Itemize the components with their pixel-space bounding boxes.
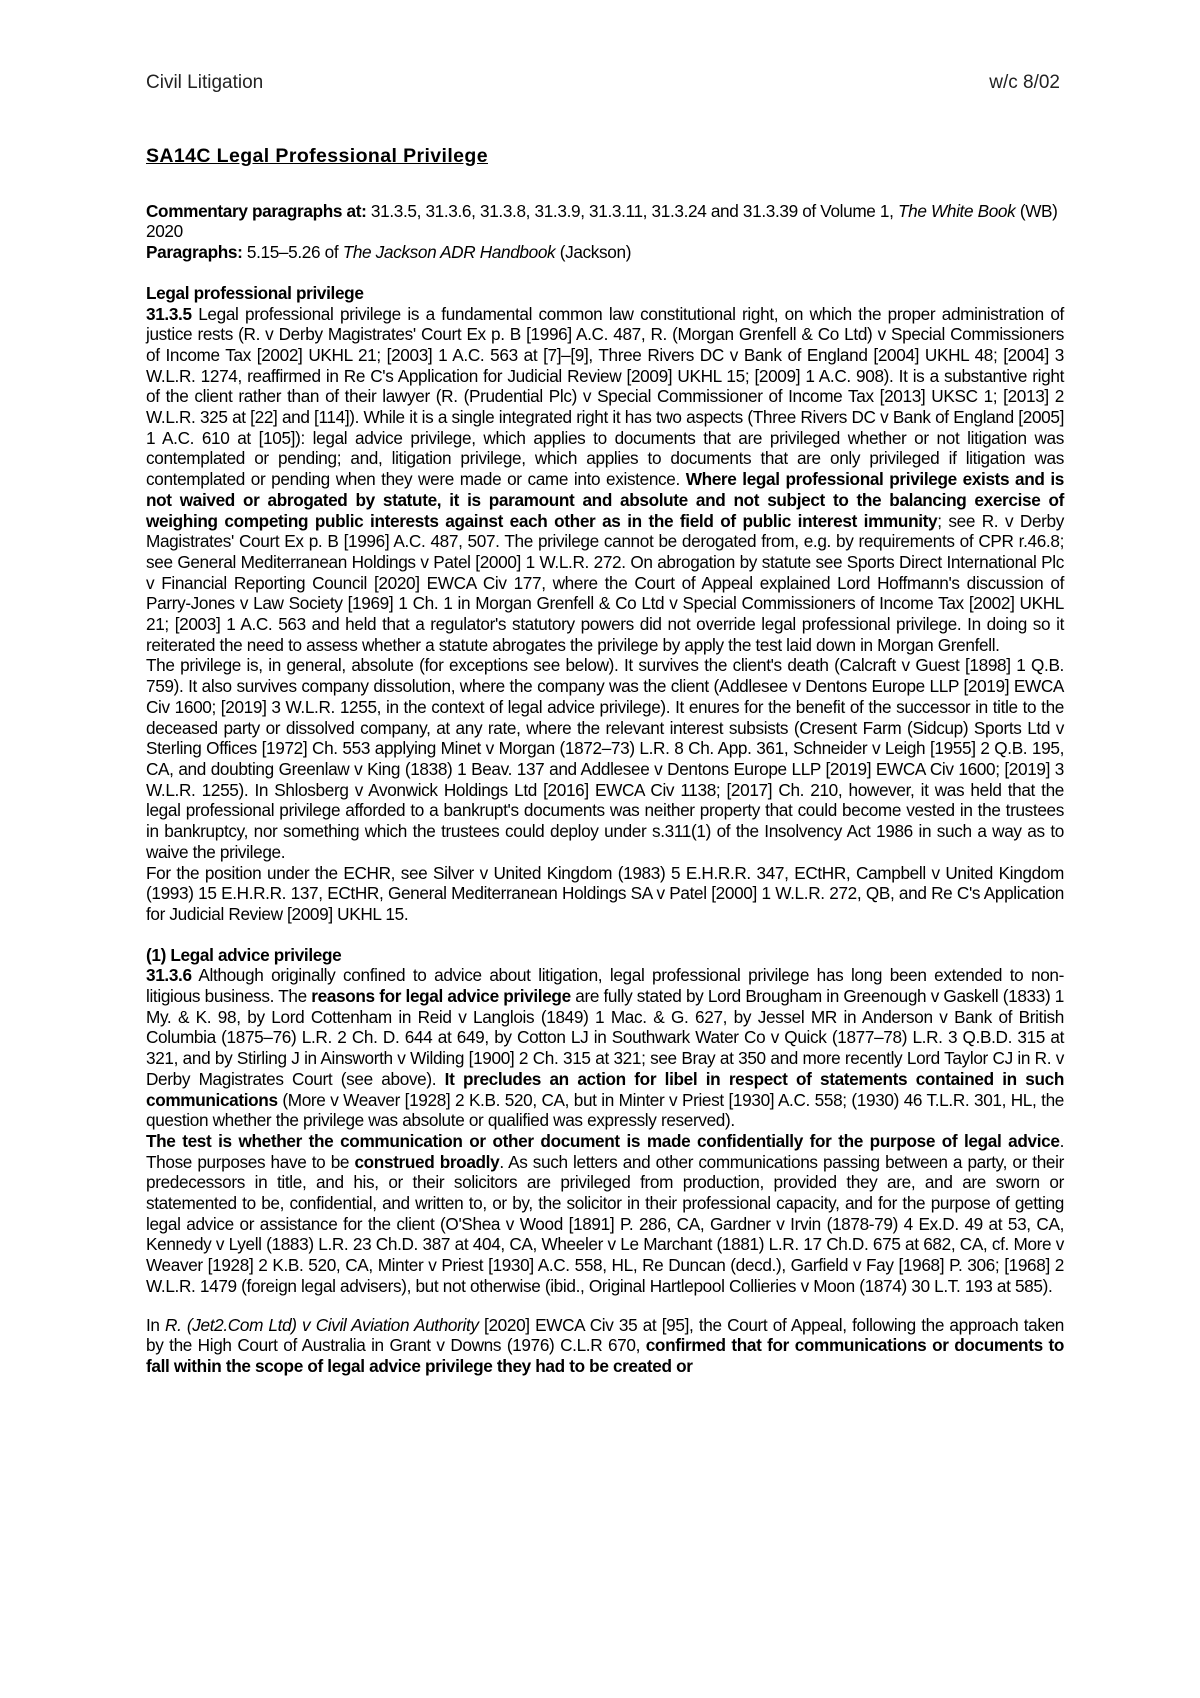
paragraph-test [146,1131,1064,1297]
paragraph-emphasis: confirmed that for communications or documents to fall within the scope of legal advice privilege they had to be created or [146,1335,1064,1376]
paragraph-privilege-absolute: The privilege is, in general, absolute (for exceptions see below). It survives the client's death (Calcraft v Guest [1898] 1 Q.B. 759). It also survives company dissolution, where the company was the client (Addlesee v Dentons Europe LLP [2019] EWCA Civ 1600; [2019] 3 W.L.R. 1255, in the context of legal advice privilege). It enures for the benefit of the successor in title to the deceased party or dissolved company, at any rate, where the relevant interest subsists (Cresent Farm (Sidcup) Sports Ltd v Sterling Offices [1972] Ch. 553 applying Minet v Morgan (1872–73) L.R. 8 Ch. App. 361, Schneider v Leigh [1955] 2 Q.B. 195, CA, and doubting Greenlaw v King (1838) 1 Beav. 137 and Addlesee v Dentons Europe LLP [2019] EWCA Civ 1600; [2019] 3 W.L.R. 1255). In Shlosberg v Avonwick Holdings Ltd [2016] EWCA Civ 1138; [2017] Ch. 210, however, it was held that the legal professional privilege afforded to a bankrupt's documents was neither property that could become vested in the trustees in bankruptcy, nor something which the trustees could deploy under s.311(1) of the Insolvency Act 1986 in such a way as to waive the privilege. [146,655,1064,862]
section-heading [146,283,1064,304]
paragraph-text: are fully stated by Lord Brougham in Greenough v Gaskell (1833) 1 My. & K. 98, by Lord Cottenham in Reid v Langlois (1849) 1 Mac. & G. 627, by Jessel MR in Anderson v Bank of British Columbia (1875–76) L.R. 2 Ch. D. 644 at 649, by Cotton LJ in Southwark Water Co v Quick (1877–78) L.R. 3 Q.B.D. 315 at 321, and by Stirling J in Ainsworth v Wilding [1900] 2 Ch. 315 at 321; see Bray at 350 and more recently Lord Taylor CJ in R. v Derby Magistrates Court (see above). [146,986,1064,1089]
page-header [146,72,1060,94]
paragraph-echr: For the position under the ECHR, see Silver v United Kingdom (1983) 5 E.H.R.R. 347, ECtHR, Campbell v United Kingdom (1993) 15 E.H.R.R. 137, ECtHR, General Mediterranean Holdings SA v Patel [2000] 1 W.L.R. 272, QB, and Re C's Application for Judicial Review [2009] UKHL 15. [146,862,1064,924]
paragraph-text: . As such letters and other communications passing between a party, or their predecessors in title, and his, or their solicitors are privileged from production, provided they are, and are sworn or statemented to be, confidential, and written to, or by, the solicitor in their professional capacity, and for the purpose of getting legal advice or assistance for the client (O'Shea v Wood [1891] P. 286, CA, Gardner v Irvin (1878-79) 4 Ex.D. 49 at 53, CA, Kennedy v Lyell (1883) L.R. 23 Ch.D. 387 at 404, CA, Wheeler v Le Marchant (1881) L.R. 17 Ch.D. 675 at 682, CA, cf. More v Weaver [1928] 2 K.B. 520, CA, Minter v Priest [1930] A.C. 558, HL, Re Duncan (decd.), Garfield v Fay [1968] P. 306; [1968] 2 W.L.R. 1479 (foreign legal advisers), but not otherwise (ibid., Original Hartlepool Collieries v Moon (1874) 30 L.T. 193 at 585). [146,1151,1064,1296]
section-heading-text: Legal professional privilege [146,282,364,303]
commentary-tail: (WB) 2020 [146,200,1058,242]
paragraph-31-3-5 [146,304,1064,656]
paragraph-emphasis: The test is whether the communication or other document is made confidentially for the purpose of legal advice [146,1130,1060,1151]
section-legal-professional-privilege [146,283,1064,925]
paragraphs-tail: (Jackson) [555,242,632,263]
section-heading [146,945,1064,966]
commentary-reference [146,201,1064,242]
paragraphs-reference [146,242,1064,263]
paragraph-text: ; see R. v Derby Magistrates' Court Ex p. B [1996] A.C. 487, 507. The privilege cannot be derogated from, e.g. by requirements of CPR r.46.8; see General Mediterranean Holdings v Patel [2000] 1 W.L.R. 272. On abrogation by statute see Sports Direct International Plc v Financial Reporting Council [2020] EWCA Civ 177, where the Court of Appeal explained Lord Hoffmann's discussion of Parry-Jones v Law Society [1969] 1 Ch. 1 in Morgan Grenfell & Co Ltd v Special Commissioners of Income Tax [2002] UKHL 21; [2003] 1 A.C. 563 and held that a regulator's statutory powers did not override legal professional privilege. In doing so it reiterated the need to assess whether a statute abrogates the privilege by apply the test laid down in Morgan Grenfell. [146,510,1064,655]
commentary-book: The White Book [898,200,1016,221]
paragraph-number: 31.3.6 [146,965,192,986]
paragraphs-text: 5.15–5.26 of [242,242,343,263]
paragraphs-label: Paragraphs: [146,242,243,263]
paragraphs-book: The Jackson ADR Handbook [342,242,556,263]
paragraph-text: [2020] EWCA Civ 35 at [95], the Court of Appeal, following the approach taken by the High Court of Australia in Grant v Downs (1976) C.L.R 670, [146,1314,1064,1356]
paragraph-number: 31.3.5 [146,303,192,324]
header-week: w/c 8/02 [989,72,1060,93]
paragraph-emphasis: construed broadly [354,1151,500,1172]
paragraph-text: Although originally confined to advice about litigation, legal professional privilege has long been extended to non-litigious business. The [146,965,1064,1007]
commentary-text: 31.3.5, 31.3.6, 31.3.8, 31.3.9, 31.3.11, 31.3.24 and 31.3.39 of Volume 1, [366,200,898,221]
paragraph-text: (More v Weaver [1928] 2 K.B. 520, CA, but in Minter v Priest [1930] A.C. 558; (1930) 46 T.L.R. 301, HL, the question whether the privilege was absolute or qualified was expressly reserved). [146,1089,1064,1131]
header-course: Civil Litigation [146,72,264,93]
paragraph-31-3-6 [146,965,1064,1131]
document-title: SA14C Legal Professional Privilege [146,145,488,167]
references [146,201,1064,263]
paragraph-emphasis: Where legal professional privilege exists and is not waived or abrogated by statute, it is paramount and absolute and not subject to the balancing exercise of weighing competing public interests against each other as in the field of public interest immunity [146,469,1064,531]
document-body [146,146,1064,1377]
case-name: R. (Jet2.Com Ltd) v Civil Aviation Authority [165,1314,479,1335]
paragraph-emphasis: reasons for legal advice privilege [311,986,571,1007]
section-heading-text: (1) Legal advice privilege [146,944,342,965]
paragraph-text: Legal professional privilege is a fundamental common law constitutional right, on which the proper administration of justice rests (R. v Derby Magistrates' Court Ex p. B [1996] A.C. 487, R. (Morgan Grenfell & Co Ltd) v Special Commissioners of Income Tax [2002] UKHL 21; [2003] 1 A.C. 563 at [7]–[9], Three Rivers DC v Bank of England [2004] UKHL 48; [2004] 3 W.L.R. 1274, reaffirmed in Re C's Application for Judicial Review [2009] UKHL 15; [2009] 1 A.C. 908). It is a substantive right of the client rather than of their lawyer (R. (Prudential Plc) v Special Commissioner of Income Tax [2013] UKSC 1; [2013] 2 W.L.R. 325 at [22] and [114]). While it is a single integrated right it has two aspects (Three Rivers DC v Bank of England [2005] 1 A.C. 610 at [105]): legal advice privilege, which applies to documents that are privileged whether or not litigation was contemplated or pending; and, litigation privilege, which applies to documents that are only privileged if litigation was contemplated or pending when they were made or came into existence. [146,303,1064,490]
paragraph-text: . Those purposes have to be [146,1130,1064,1172]
paragraph-emphasis: It precludes an action for libel in respect of statements contained in such communications [146,1068,1064,1110]
paragraph-jet2 [146,1315,1064,1377]
paragraph-text: In [146,1314,166,1335]
section-legal-advice-privilege [146,945,1064,1377]
commentary-label: Commentary paragraphs at: [146,200,367,221]
